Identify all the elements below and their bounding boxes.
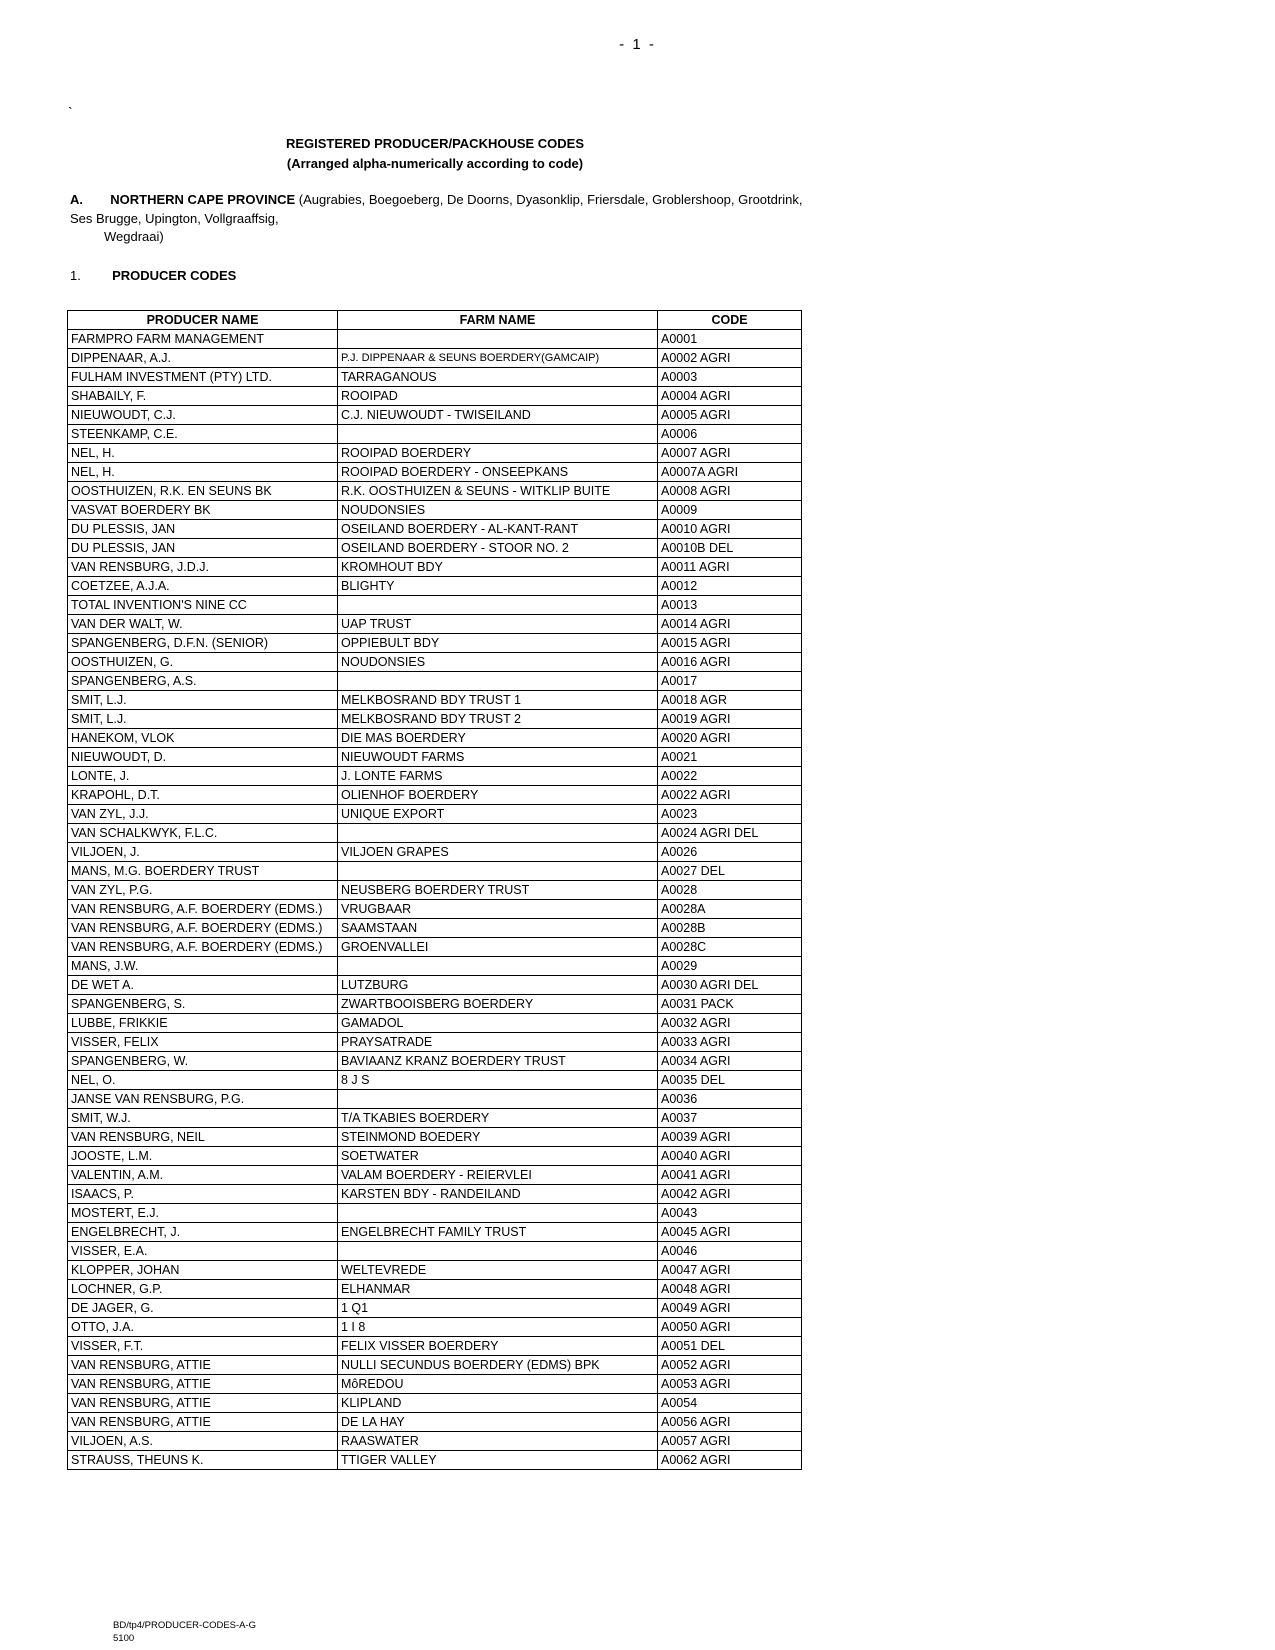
producer-name-cell: VAN RENSBURG, ATTIE xyxy=(68,1375,338,1394)
producer-name-cell: VAN RENSBURG, A.F. BOERDERY (EDMS.) xyxy=(68,919,338,938)
producer-name-cell: LUBBE, FRIKKIE xyxy=(68,1014,338,1033)
code-cell: A0062 AGRI xyxy=(658,1451,802,1470)
code-cell: A0028 xyxy=(658,881,802,900)
code-cell: A0007 AGRI xyxy=(658,444,802,463)
farm-name-cell: GROENVALLEI xyxy=(338,938,658,957)
code-cell: A0004 AGRI xyxy=(658,387,802,406)
farm-name-cell: BLIGHTY xyxy=(338,577,658,596)
code-cell: A0054 xyxy=(658,1394,802,1413)
table-row xyxy=(68,672,802,691)
producer-name-cell: SMIT, L.J. xyxy=(68,710,338,729)
farm-name-cell: MELKBOSRAND BDY TRUST 2 xyxy=(338,710,658,729)
code-cell: A0034 AGRI xyxy=(658,1052,802,1071)
code-cell: A0007A AGRI xyxy=(658,463,802,482)
code-cell: A0006 xyxy=(658,425,802,444)
producer-name-cell: VILJOEN, A.S. xyxy=(68,1432,338,1451)
farm-name-cell xyxy=(338,672,658,691)
farm-name-cell: SAAMSTAAN xyxy=(338,919,658,938)
document-subtitle: (Arranged alpha-numerically according to code) xyxy=(286,156,584,171)
code-cell: A0057 AGRI xyxy=(658,1432,802,1451)
table-row xyxy=(68,1204,802,1223)
farm-name-cell: STEINMOND BOEDERY xyxy=(338,1128,658,1147)
table-row xyxy=(68,387,802,406)
table-row xyxy=(68,1451,802,1470)
table-row xyxy=(68,482,802,501)
table-row xyxy=(68,520,802,539)
table-row xyxy=(68,1280,802,1299)
producer-name-cell: VISSER, FELIX xyxy=(68,1033,338,1052)
table-row xyxy=(68,786,802,805)
table-row xyxy=(68,615,802,634)
farm-name-cell: DE LA HAY xyxy=(338,1413,658,1432)
farm-name-cell: TTIGER VALLEY xyxy=(338,1451,658,1470)
code-cell: A0049 AGRI xyxy=(658,1299,802,1318)
table-row xyxy=(68,938,802,957)
producer-name-cell: VAN ZYL, J.J. xyxy=(68,805,338,824)
section-a-name: NORTHERN CAPE PROVINCE xyxy=(110,192,296,207)
farm-name-cell: KLIPLAND xyxy=(338,1394,658,1413)
code-cell: A0035 DEL xyxy=(658,1071,802,1090)
table-row xyxy=(68,824,802,843)
farm-name-cell: GAMADOL xyxy=(338,1014,658,1033)
code-cell: A0028C xyxy=(658,938,802,957)
producer-name-cell: LOCHNER, G.P. xyxy=(68,1280,338,1299)
producer-codes-table xyxy=(67,310,802,1470)
farm-name-cell: ROOIPAD xyxy=(338,387,658,406)
producer-name-cell: DE WET A. xyxy=(68,976,338,995)
table-row xyxy=(68,463,802,482)
code-cell: A0033 AGRI xyxy=(658,1033,802,1052)
farm-name-cell: ROOIPAD BOERDERY xyxy=(338,444,658,463)
farm-name-cell: 1 Q1 xyxy=(338,1299,658,1318)
producer-name-cell: NIEUWOUDT, C.J. xyxy=(68,406,338,425)
code-cell: A0039 AGRI xyxy=(658,1128,802,1147)
producer-name-cell: NEL, H. xyxy=(68,463,338,482)
table-row xyxy=(68,1318,802,1337)
table-body xyxy=(68,330,802,1470)
farm-name-cell xyxy=(338,957,658,976)
table-row xyxy=(68,881,802,900)
farm-name-cell: R.K. OOSTHUIZEN & SEUNS - WITKLIP BUITE xyxy=(338,482,658,501)
farm-name-cell: VRUGBAAR xyxy=(338,900,658,919)
farm-name-cell: OSEILAND BOERDERY - AL-KANT-RANT xyxy=(338,520,658,539)
code-cell: A0016 AGRI xyxy=(658,653,802,672)
table-row xyxy=(68,1033,802,1052)
code-cell: A0046 xyxy=(658,1242,802,1261)
code-cell: A0043 xyxy=(658,1204,802,1223)
producer-name-cell: NIEUWOUDT, D. xyxy=(68,748,338,767)
code-cell: A0010 AGRI xyxy=(658,520,802,539)
producer-name-cell: MOSTERT, E.J. xyxy=(68,1204,338,1223)
code-cell: A0029 xyxy=(658,957,802,976)
table-row xyxy=(68,558,802,577)
table-row xyxy=(68,330,802,349)
producer-name-cell: VAN RENSBURG, A.F. BOERDERY (EDMS.) xyxy=(68,938,338,957)
code-cell: A0024 AGRI DEL xyxy=(658,824,802,843)
table-row xyxy=(68,1432,802,1451)
table-row xyxy=(68,976,802,995)
table-row xyxy=(68,1014,802,1033)
table-row xyxy=(68,767,802,786)
code-cell: A0008 AGRI xyxy=(658,482,802,501)
code-cell: A0020 AGRI xyxy=(658,729,802,748)
farm-name-cell: UAP TRUST xyxy=(338,615,658,634)
section-1-heading xyxy=(70,268,236,283)
producer-name-cell: TOTAL INVENTION'S NINE CC xyxy=(68,596,338,615)
farm-name-cell: OPPIEBULT BDY xyxy=(338,634,658,653)
farm-name-cell: SOETWATER xyxy=(338,1147,658,1166)
code-cell: A0047 AGRI xyxy=(658,1261,802,1280)
column-header-code: CODE xyxy=(658,311,802,330)
table-row xyxy=(68,577,802,596)
code-cell: A0005 AGRI xyxy=(658,406,802,425)
producer-name-cell: VAN SCHALKWYK, F.L.C. xyxy=(68,824,338,843)
farm-name-cell: PRAYSATRADE xyxy=(338,1033,658,1052)
producer-name-cell: VILJOEN, J. xyxy=(68,843,338,862)
farm-name-cell: KROMHOUT BDY xyxy=(338,558,658,577)
farm-name-cell xyxy=(338,824,658,843)
producer-name-cell: VISSER, F.T. xyxy=(68,1337,338,1356)
producer-name-cell: SHABAILY, F. xyxy=(68,387,338,406)
producer-name-cell: VAN RENSBURG, ATTIE xyxy=(68,1413,338,1432)
footer-reference: BD/tp4/PRODUCER-CODES-A-G xyxy=(113,1620,257,1631)
farm-name-cell: UNIQUE EXPORT xyxy=(338,805,658,824)
code-cell: A0010B DEL xyxy=(658,539,802,558)
table-row xyxy=(68,634,802,653)
producer-name-cell: JOOSTE, L.M. xyxy=(68,1147,338,1166)
code-cell: A0052 AGRI xyxy=(658,1356,802,1375)
producer-name-cell: SPANGENBERG, A.S. xyxy=(68,672,338,691)
table-row xyxy=(68,1394,802,1413)
producer-name-cell: ISAACS, P. xyxy=(68,1185,338,1204)
producer-name-cell: VAN RENSBURG, ATTIE xyxy=(68,1394,338,1413)
code-cell: A0023 xyxy=(658,805,802,824)
column-header-producer-name: PRODUCER NAME xyxy=(68,311,338,330)
producer-name-cell: SPANGENBERG, S. xyxy=(68,995,338,1014)
section-a-places-line2: Ses Brugge, Upington, Vollgraaffsig, xyxy=(70,211,279,226)
section-a-places: (Augrabies, Boegoeberg, De Doorns, Dyasonklip, Friersdale, Groblershoop, Grootdrink, xyxy=(298,192,803,207)
farm-name-cell xyxy=(338,1242,658,1261)
table-row xyxy=(68,1337,802,1356)
code-cell: A0027 DEL xyxy=(658,862,802,881)
section-a-letter: A. xyxy=(70,192,83,207)
code-cell: A0056 AGRI xyxy=(658,1413,802,1432)
farm-name-cell: ENGELBRECHT FAMILY TRUST xyxy=(338,1223,658,1242)
code-cell: A0026 xyxy=(658,843,802,862)
table-row xyxy=(68,900,802,919)
producer-name-cell: VASVAT BOERDERY BK xyxy=(68,501,338,520)
code-cell: A0037 xyxy=(658,1109,802,1128)
producer-name-cell: STRAUSS, THEUNS K. xyxy=(68,1451,338,1470)
producer-name-cell: JANSE VAN RENSBURG, P.G. xyxy=(68,1090,338,1109)
table-row xyxy=(68,1261,802,1280)
producer-name-cell: SMIT, L.J. xyxy=(68,691,338,710)
producer-name-cell: SPANGENBERG, W. xyxy=(68,1052,338,1071)
producer-name-cell: VAN RENSBURG, NEIL xyxy=(68,1128,338,1147)
farm-name-cell: NEUSBERG BOERDERY TRUST xyxy=(338,881,658,900)
table-row xyxy=(68,349,802,368)
code-cell: A0036 xyxy=(658,1090,802,1109)
table-row xyxy=(68,957,802,976)
farm-name-cell: DIE MAS BOERDERY xyxy=(338,729,658,748)
farm-name-cell: RAASWATER xyxy=(338,1432,658,1451)
table-row xyxy=(68,919,802,938)
farm-name-cell: ZWARTBOOISBERG BOERDERY xyxy=(338,995,658,1014)
table-row xyxy=(68,1299,802,1318)
producer-name-cell: KRAPOHL, D.T. xyxy=(68,786,338,805)
producer-name-cell: DE JAGER, G. xyxy=(68,1299,338,1318)
table-row xyxy=(68,748,802,767)
farm-name-cell: MELKBOSRAND BDY TRUST 1 xyxy=(338,691,658,710)
code-cell: A0012 xyxy=(658,577,802,596)
farm-name-cell: VALAM BOERDERY - REIERVLEI xyxy=(338,1166,658,1185)
producer-name-cell: DU PLESSIS, JAN xyxy=(68,520,338,539)
farm-name-cell: FELIX VISSER BOERDERY xyxy=(338,1337,658,1356)
table-row xyxy=(68,1090,802,1109)
table-row xyxy=(68,1242,802,1261)
code-cell: A0015 AGRI xyxy=(658,634,802,653)
code-cell: A0028A xyxy=(658,900,802,919)
table-row xyxy=(68,368,802,387)
code-cell: A0040 AGRI xyxy=(658,1147,802,1166)
code-cell: A0013 xyxy=(658,596,802,615)
farm-name-cell: WELTEVREDE xyxy=(338,1261,658,1280)
code-cell: A0042 AGRI xyxy=(658,1185,802,1204)
farm-name-cell: ELHANMAR xyxy=(338,1280,658,1299)
producer-name-cell: MANS, M.G. BOERDERY TRUST xyxy=(68,862,338,881)
code-cell: A0011 AGRI xyxy=(658,558,802,577)
producer-name-cell: VAN RENSBURG, A.F. BOERDERY (EDMS.) xyxy=(68,900,338,919)
farm-name-cell: T/A TKABIES BOERDERY xyxy=(338,1109,658,1128)
code-cell: A0017 xyxy=(658,672,802,691)
table-row xyxy=(68,539,802,558)
tick-mark: ` xyxy=(68,104,73,120)
table-row xyxy=(68,1128,802,1147)
code-cell: A0045 AGRI xyxy=(658,1223,802,1242)
document-title: REGISTERED PRODUCER/PACKHOUSE CODES xyxy=(285,136,585,151)
farm-name-cell xyxy=(338,1204,658,1223)
code-cell: A0051 DEL xyxy=(658,1337,802,1356)
producer-name-cell: KLOPPER, JOHAN xyxy=(68,1261,338,1280)
table-row xyxy=(68,596,802,615)
code-cell: A0001 xyxy=(658,330,802,349)
producer-name-cell: FULHAM INVESTMENT (PTY) LTD. xyxy=(68,368,338,387)
producer-name-cell: OTTO, J.A. xyxy=(68,1318,338,1337)
code-cell: A0022 AGRI xyxy=(658,786,802,805)
farm-name-cell: P.J. DIPPENAAR & SEUNS BOERDERY(GAMCAIP) xyxy=(338,349,658,368)
farm-name-cell: MôREDOU xyxy=(338,1375,658,1394)
table-row xyxy=(68,1166,802,1185)
producer-name-cell: VAN RENSBURG, ATTIE xyxy=(68,1356,338,1375)
producer-name-cell: FARMPRO FARM MANAGEMENT xyxy=(68,330,338,349)
producer-name-cell: VAN ZYL, P.G. xyxy=(68,881,338,900)
farm-name-cell xyxy=(338,330,658,349)
table-header-row xyxy=(68,311,802,330)
farm-name-cell xyxy=(338,596,658,615)
farm-name-cell: NIEUWOUDT FARMS xyxy=(338,748,658,767)
farm-name-cell: KARSTEN BDY - RANDEILAND xyxy=(338,1185,658,1204)
table-row xyxy=(68,843,802,862)
table-row xyxy=(68,1071,802,1090)
farm-name-cell xyxy=(338,425,658,444)
farm-name-cell: NOUDONSIES xyxy=(338,501,658,520)
column-header-farm-name: FARM NAME xyxy=(338,311,658,330)
code-cell: A0019 AGRI xyxy=(658,710,802,729)
table-row xyxy=(68,653,802,672)
farm-name-cell xyxy=(338,862,658,881)
table-row xyxy=(68,1413,802,1432)
section-a-heading xyxy=(70,192,802,207)
section-1-name: PRODUCER CODES xyxy=(112,268,237,283)
code-cell: A0022 xyxy=(658,767,802,786)
farm-name-cell: ROOIPAD BOERDERY - ONSEEPKANS xyxy=(338,463,658,482)
table-row xyxy=(68,1147,802,1166)
code-cell: A0014 AGRI xyxy=(658,615,802,634)
table-row xyxy=(68,1223,802,1242)
code-cell: A0032 AGRI xyxy=(658,1014,802,1033)
producer-name-cell: VAN RENSBURG, J.D.J. xyxy=(68,558,338,577)
farm-name-cell: LUTZBURG xyxy=(338,976,658,995)
section-a-places-line3: Wegdraai) xyxy=(104,229,164,244)
table-row xyxy=(68,425,802,444)
farm-name-cell: OSEILAND BOERDERY - STOOR NO. 2 xyxy=(338,539,658,558)
farm-name-cell: 8 J S xyxy=(338,1071,658,1090)
table-row xyxy=(68,406,802,425)
code-cell: A0021 xyxy=(658,748,802,767)
farm-name-cell xyxy=(338,1090,658,1109)
producer-name-cell: NEL, H. xyxy=(68,444,338,463)
farm-name-cell: J. LONTE FARMS xyxy=(338,767,658,786)
farm-name-cell: VILJOEN GRAPES xyxy=(338,843,658,862)
section-1-number: 1. xyxy=(70,268,81,283)
producer-name-cell: MANS, J.W. xyxy=(68,957,338,976)
table-row xyxy=(68,444,802,463)
table-row xyxy=(68,501,802,520)
producer-name-cell: OOSTHUIZEN, R.K. EN SEUNS BK xyxy=(68,482,338,501)
producer-name-cell: SMIT, W.J. xyxy=(68,1109,338,1128)
farm-name-cell: 1 I 8 xyxy=(338,1318,658,1337)
farm-name-cell: TARRAGANOUS xyxy=(338,368,658,387)
code-cell: A0003 xyxy=(658,368,802,387)
producer-name-cell: COETZEE, A.J.A. xyxy=(68,577,338,596)
farm-name-cell: BAVIAANZ KRANZ BOERDERY TRUST xyxy=(338,1052,658,1071)
table-row xyxy=(68,729,802,748)
producer-name-cell: ENGELBRECHT, J. xyxy=(68,1223,338,1242)
producer-name-cell: STEENKAMP, C.E. xyxy=(68,425,338,444)
code-cell: A0053 AGRI xyxy=(658,1375,802,1394)
code-cell: A0048 AGRI xyxy=(658,1280,802,1299)
code-cell: A0002 AGRI xyxy=(658,349,802,368)
table-row xyxy=(68,1052,802,1071)
farm-name-cell: NULLI SECUNDUS BOERDERY (EDMS) BPK xyxy=(338,1356,658,1375)
table-row xyxy=(68,1356,802,1375)
page-number: - 1 - xyxy=(619,36,656,53)
table-row xyxy=(68,1109,802,1128)
producer-name-cell: VISSER, E.A. xyxy=(68,1242,338,1261)
table-row xyxy=(68,710,802,729)
producer-name-cell: NEL, O. xyxy=(68,1071,338,1090)
producer-name-cell: OOSTHUIZEN, G. xyxy=(68,653,338,672)
table-row xyxy=(68,862,802,881)
table-row xyxy=(68,805,802,824)
code-cell: A0028B xyxy=(658,919,802,938)
table-row xyxy=(68,1185,802,1204)
table-row xyxy=(68,1375,802,1394)
code-cell: A0041 AGRI xyxy=(658,1166,802,1185)
farm-name-cell: OLIENHOF BOERDERY xyxy=(338,786,658,805)
producer-name-cell: VALENTIN, A.M. xyxy=(68,1166,338,1185)
code-cell: A0031 PACK xyxy=(658,995,802,1014)
code-cell: A0009 xyxy=(658,501,802,520)
producer-name-cell: SPANGENBERG, D.F.N. (SENIOR) xyxy=(68,634,338,653)
producer-name-cell: DU PLESSIS, JAN xyxy=(68,539,338,558)
code-cell: A0030 AGRI DEL xyxy=(658,976,802,995)
farm-name-cell: NOUDONSIES xyxy=(338,653,658,672)
farm-name-cell: C.J. NIEUWOUDT - TWISEILAND xyxy=(338,406,658,425)
code-cell: A0050 AGRI xyxy=(658,1318,802,1337)
producer-name-cell: DIPPENAAR, A.J. xyxy=(68,349,338,368)
producer-name-cell: LONTE, J. xyxy=(68,767,338,786)
footer-number: 5100 xyxy=(113,1633,135,1644)
producer-name-cell: VAN DER WALT, W. xyxy=(68,615,338,634)
producer-name-cell: HANEKOM, VLOK xyxy=(68,729,338,748)
table-row xyxy=(68,995,802,1014)
code-cell: A0018 AGR xyxy=(658,691,802,710)
table-row xyxy=(68,691,802,710)
